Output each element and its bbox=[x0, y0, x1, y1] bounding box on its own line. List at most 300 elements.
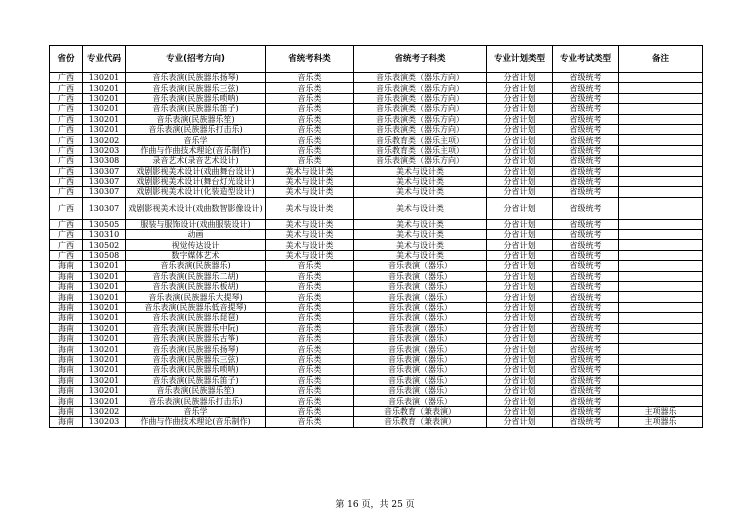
table-cell: 音乐类 bbox=[266, 282, 354, 292]
table-cell: 130201 bbox=[83, 93, 126, 103]
table-cell: 音乐类 bbox=[266, 124, 354, 134]
table-cell: 130201 bbox=[83, 292, 126, 302]
table-cell: 分省计划 bbox=[487, 166, 553, 176]
table-cell bbox=[619, 354, 703, 364]
table-cell: 海南 bbox=[50, 354, 83, 364]
table-cell: 广西 bbox=[50, 145, 83, 155]
table-cell: 音乐表演类（器乐方向） bbox=[354, 156, 487, 166]
table-cell: 音乐类 bbox=[266, 385, 354, 395]
table-row bbox=[50, 250, 703, 260]
table-row bbox=[50, 385, 703, 395]
table-cell: 音乐类 bbox=[266, 114, 354, 124]
table-cell: 音乐表演(民族器乐低音提琴) bbox=[126, 302, 266, 312]
column-header: 备注 bbox=[619, 46, 703, 73]
table-cell: 音乐表演(民族器乐古筝) bbox=[126, 333, 266, 343]
table-cell: 音乐表演(民族器乐唢呐) bbox=[126, 93, 266, 103]
table-cell: 130201 bbox=[83, 354, 126, 364]
table-cell: 130201 bbox=[83, 302, 126, 312]
table-cell: 音乐表演（器乐） bbox=[354, 323, 487, 333]
table-cell: 音乐表演（器乐） bbox=[354, 302, 487, 312]
table-cell bbox=[619, 323, 703, 333]
table-cell: 分省计划 bbox=[487, 344, 553, 354]
table-cell: 音乐表演(民族器乐打击乐) bbox=[126, 124, 266, 134]
table-row bbox=[50, 375, 703, 385]
table-cell: 省级统考 bbox=[553, 313, 619, 323]
table-cell bbox=[619, 344, 703, 354]
table-cell: 音乐表演(民族器乐笙) bbox=[126, 385, 266, 395]
table-cell: 分省计划 bbox=[487, 230, 553, 240]
table-cell: 音乐类 bbox=[266, 323, 354, 333]
table-cell: 音乐表演(民族器乐笛子) bbox=[126, 375, 266, 385]
table-cell: 130307 bbox=[83, 187, 126, 197]
table-cell: 130307 bbox=[83, 197, 126, 219]
table-cell: 省级统考 bbox=[553, 344, 619, 354]
table-cell: 分省计划 bbox=[487, 375, 553, 385]
table-cell: 广西 bbox=[50, 230, 83, 240]
table-cell: 省级统考 bbox=[553, 323, 619, 333]
table-cell: 130201 bbox=[83, 282, 126, 292]
table-cell: 音乐表演(民族器乐打击乐) bbox=[126, 396, 266, 406]
table-cell: 130307 bbox=[83, 176, 126, 186]
table-cell: 美术与设计类 bbox=[354, 197, 487, 219]
table-cell: 130201 bbox=[83, 73, 126, 83]
table-cell bbox=[619, 282, 703, 292]
table-cell: 分省计划 bbox=[487, 156, 553, 166]
table-cell: 广西 bbox=[50, 104, 83, 114]
enrollment-table bbox=[49, 45, 703, 428]
table-cell: 音乐类 bbox=[266, 333, 354, 343]
table-cell: 分省计划 bbox=[487, 197, 553, 219]
table-row bbox=[50, 156, 703, 166]
table-row bbox=[50, 145, 703, 155]
table-cell: 130202 bbox=[83, 135, 126, 145]
table-cell: 美术与设计类 bbox=[266, 219, 354, 229]
column-header: 专业代码 bbox=[83, 46, 126, 73]
table-cell: 130202 bbox=[83, 406, 126, 416]
page-footer: 第 16 页，共 25 页 bbox=[335, 500, 415, 510]
table-cell: 广西 bbox=[50, 187, 83, 197]
table-cell: 美术与设计类 bbox=[354, 219, 487, 229]
table-row bbox=[50, 240, 703, 250]
table-cell: 美术与设计类 bbox=[354, 176, 487, 186]
table-cell: 录音艺术(录音艺术设计) bbox=[126, 156, 266, 166]
table-cell: 分省计划 bbox=[487, 240, 553, 250]
table-cell: 音乐类 bbox=[266, 156, 354, 166]
table-cell: 130203 bbox=[83, 145, 126, 155]
table-cell: 省级统考 bbox=[553, 219, 619, 229]
table-cell: 省级统考 bbox=[553, 166, 619, 176]
table-cell: 美术与设计类 bbox=[266, 176, 354, 186]
table-row bbox=[50, 282, 703, 292]
table-row bbox=[50, 230, 703, 240]
table-cell: 省级统考 bbox=[553, 104, 619, 114]
table-cell: 130201 bbox=[83, 104, 126, 114]
table-cell: 省级统考 bbox=[553, 250, 619, 260]
table-cell: 海南 bbox=[50, 344, 83, 354]
table-cell: 分省计划 bbox=[487, 135, 553, 145]
table-cell bbox=[619, 145, 703, 155]
table-cell: 音乐表演(民族器乐琵琶) bbox=[126, 313, 266, 323]
table-cell: 音乐表演类（器乐方向） bbox=[354, 104, 487, 114]
table-cell: 广西 bbox=[50, 114, 83, 124]
table-cell: 音乐表演(民族器乐板胡) bbox=[126, 282, 266, 292]
table-cell: 分省计划 bbox=[487, 417, 553, 427]
table-cell: 美术与设计类 bbox=[354, 230, 487, 240]
table-cell: 分省计划 bbox=[487, 187, 553, 197]
table-cell: 音乐类 bbox=[266, 417, 354, 427]
table-cell: 美术与设计类 bbox=[354, 250, 487, 260]
table-cell: 分省计划 bbox=[487, 145, 553, 155]
table-cell: 美术与设计类 bbox=[354, 187, 487, 197]
table-cell: 省级统考 bbox=[553, 365, 619, 375]
table-cell: 130505 bbox=[83, 219, 126, 229]
table-cell: 美术与设计类 bbox=[266, 240, 354, 250]
table-cell bbox=[619, 375, 703, 385]
table-cell: 广西 bbox=[50, 73, 83, 83]
table-cell: 省级统考 bbox=[553, 93, 619, 103]
table-cell: 130201 bbox=[83, 365, 126, 375]
table-cell: 音乐类 bbox=[266, 302, 354, 312]
table-cell: 服装与服饰设计(戏曲服装设计) bbox=[126, 219, 266, 229]
column-header: 专业(招考方向) bbox=[126, 46, 266, 73]
table-row bbox=[50, 396, 703, 406]
table-cell: 广西 bbox=[50, 124, 83, 134]
table-cell: 130201 bbox=[83, 333, 126, 343]
table-cell: 音乐表演（器乐） bbox=[354, 333, 487, 343]
table-cell bbox=[619, 93, 703, 103]
table-cell: 省级统考 bbox=[553, 197, 619, 219]
table-cell: 分省计划 bbox=[487, 219, 553, 229]
table-cell: 省级统考 bbox=[553, 333, 619, 343]
table-cell: 省级统考 bbox=[553, 261, 619, 271]
table-row bbox=[50, 344, 703, 354]
table-cell: 省级统考 bbox=[553, 406, 619, 416]
table-cell: 音乐表演(民族器乐笛子) bbox=[126, 104, 266, 114]
table-cell: 音乐表演(民族器乐三弦) bbox=[126, 354, 266, 364]
table-cell: 海南 bbox=[50, 333, 83, 343]
table-cell: 海南 bbox=[50, 271, 83, 281]
table-cell: 省级统考 bbox=[553, 385, 619, 395]
table-cell: 分省计划 bbox=[487, 261, 553, 271]
table-cell: 130203 bbox=[83, 417, 126, 427]
table-cell: 音乐表演(民族器乐扬琴) bbox=[126, 73, 266, 83]
table-cell: 音乐教育类（器乐主项） bbox=[354, 135, 487, 145]
table-header-row bbox=[50, 46, 703, 73]
table-cell: 分省计划 bbox=[487, 354, 553, 364]
table-row bbox=[50, 313, 703, 323]
table-cell: 海南 bbox=[50, 375, 83, 385]
table-cell: 动画 bbox=[126, 230, 266, 240]
table-cell: 音乐表演（器乐） bbox=[354, 261, 487, 271]
table-cell: 音乐类 bbox=[266, 292, 354, 302]
table-cell: 音乐类 bbox=[266, 104, 354, 114]
table-cell bbox=[619, 292, 703, 302]
table-body bbox=[50, 73, 703, 428]
table-cell: 音乐表演类（器乐方向） bbox=[354, 93, 487, 103]
table-cell: 分省计划 bbox=[487, 333, 553, 343]
table-cell: 音乐类 bbox=[266, 344, 354, 354]
table-cell: 分省计划 bbox=[487, 323, 553, 333]
table-cell: 130201 bbox=[83, 124, 126, 134]
table-cell: 省级统考 bbox=[553, 375, 619, 385]
table-row bbox=[50, 354, 703, 364]
column-header: 省统考子科类 bbox=[354, 46, 487, 73]
table-cell: 音乐教育类（器乐主项） bbox=[354, 145, 487, 155]
table-cell: 美术与设计类 bbox=[266, 197, 354, 219]
table-cell: 130201 bbox=[83, 396, 126, 406]
table-row bbox=[50, 124, 703, 134]
table-cell: 130201 bbox=[83, 375, 126, 385]
table-cell: 分省计划 bbox=[487, 114, 553, 124]
table-cell: 海南 bbox=[50, 417, 83, 427]
table-cell: 省级统考 bbox=[553, 145, 619, 155]
table-cell bbox=[619, 250, 703, 260]
table-cell: 省级统考 bbox=[553, 187, 619, 197]
table-cell: 省级统考 bbox=[553, 396, 619, 406]
table-row bbox=[50, 323, 703, 333]
table-cell: 分省计划 bbox=[487, 124, 553, 134]
table-cell bbox=[619, 73, 703, 83]
table-row bbox=[50, 261, 703, 271]
table-cell: 音乐表演类（器乐方向） bbox=[354, 124, 487, 134]
table-row bbox=[50, 271, 703, 281]
table-cell: 音乐教育（兼表演） bbox=[354, 406, 487, 416]
table-cell: 130201 bbox=[83, 114, 126, 124]
table-cell: 音乐表演(民族器乐扬琴) bbox=[126, 344, 266, 354]
table-cell: 130508 bbox=[83, 250, 126, 260]
table-cell: 分省计划 bbox=[487, 396, 553, 406]
table-cell: 音乐表演(民族器乐唢呐) bbox=[126, 365, 266, 375]
table-cell: 海南 bbox=[50, 302, 83, 312]
table-cell: 海南 bbox=[50, 323, 83, 333]
table-cell: 音乐表演（器乐） bbox=[354, 365, 487, 375]
table-cell: 省级统考 bbox=[553, 124, 619, 134]
table-row bbox=[50, 114, 703, 124]
table-cell bbox=[619, 230, 703, 240]
table-cell: 戏剧影视美术设计(戏曲舞台设计) bbox=[126, 166, 266, 176]
table-cell: 音乐表演(民族器乐二胡) bbox=[126, 271, 266, 281]
table-cell: 美术与设计类 bbox=[266, 230, 354, 240]
table-cell: 音乐表演(民族器乐) bbox=[126, 261, 266, 271]
table-cell: 音乐类 bbox=[266, 354, 354, 364]
table-cell: 省级统考 bbox=[553, 417, 619, 427]
table-cell bbox=[619, 271, 703, 281]
table-cell: 省级统考 bbox=[553, 135, 619, 145]
table-cell: 美术与设计类 bbox=[266, 166, 354, 176]
table-cell: 分省计划 bbox=[487, 313, 553, 323]
table-cell: 音乐表演类（器乐方向） bbox=[354, 114, 487, 124]
table-row bbox=[50, 406, 703, 416]
table-cell: 分省计划 bbox=[487, 271, 553, 281]
table-cell: 音乐类 bbox=[266, 93, 354, 103]
table-cell: 广西 bbox=[50, 135, 83, 145]
table-cell: 海南 bbox=[50, 365, 83, 375]
table-row bbox=[50, 197, 703, 219]
table-cell: 130310 bbox=[83, 230, 126, 240]
table-cell bbox=[619, 219, 703, 229]
table-cell: 音乐类 bbox=[266, 271, 354, 281]
table-cell: 美术与设计类 bbox=[266, 250, 354, 260]
table-cell: 音乐类 bbox=[266, 135, 354, 145]
table-cell: 戏剧影视美术设计(舞台灯光设计) bbox=[126, 176, 266, 186]
table-cell: 作曲与作曲技术理论(音乐制作) bbox=[126, 145, 266, 155]
table-cell: 分省计划 bbox=[487, 292, 553, 302]
table-cell bbox=[619, 176, 703, 186]
table-cell: 音乐学 bbox=[126, 406, 266, 416]
table-cell: 音乐表演（器乐） bbox=[354, 313, 487, 323]
table-row bbox=[50, 166, 703, 176]
table-cell: 广西 bbox=[50, 93, 83, 103]
table-cell: 省级统考 bbox=[553, 240, 619, 250]
table-cell: 省级统考 bbox=[553, 354, 619, 364]
table-cell bbox=[619, 104, 703, 114]
table-cell: 130502 bbox=[83, 240, 126, 250]
table-cell: 音乐表演（器乐） bbox=[354, 292, 487, 302]
table-cell: 海南 bbox=[50, 406, 83, 416]
table-cell: 省级统考 bbox=[553, 73, 619, 83]
table-row bbox=[50, 187, 703, 197]
table-cell: 130201 bbox=[83, 83, 126, 93]
table-cell: 省级统考 bbox=[553, 156, 619, 166]
table-cell: 戏剧影视美术设计(戏曲数智影像设计) bbox=[126, 197, 266, 219]
table-cell: 音乐表演（器乐） bbox=[354, 271, 487, 281]
table-cell bbox=[619, 333, 703, 343]
table-cell bbox=[619, 135, 703, 145]
table-cell: 美术与设计类 bbox=[354, 240, 487, 250]
table-cell: 分省计划 bbox=[487, 302, 553, 312]
table-cell: 音乐表演（器乐） bbox=[354, 282, 487, 292]
table-cell: 分省计划 bbox=[487, 93, 553, 103]
table-cell: 分省计划 bbox=[487, 83, 553, 93]
table-cell: 省级统考 bbox=[553, 176, 619, 186]
table-cell: 分省计划 bbox=[487, 385, 553, 395]
table-cell: 广西 bbox=[50, 176, 83, 186]
table-cell: 音乐类 bbox=[266, 145, 354, 155]
table-cell bbox=[619, 114, 703, 124]
table-cell: 分省计划 bbox=[487, 250, 553, 260]
table-row bbox=[50, 417, 703, 427]
table-cell: 广西 bbox=[50, 240, 83, 250]
table-cell: 音乐表演（器乐） bbox=[354, 344, 487, 354]
table-cell bbox=[619, 302, 703, 312]
table-cell: 130201 bbox=[83, 271, 126, 281]
table-cell bbox=[619, 313, 703, 323]
table-row bbox=[50, 104, 703, 114]
table-cell: 数字媒体艺术 bbox=[126, 250, 266, 260]
table-cell bbox=[619, 261, 703, 271]
table-cell: 130201 bbox=[83, 323, 126, 333]
table-cell: 音乐表演（器乐） bbox=[354, 396, 487, 406]
table-cell: 省级统考 bbox=[553, 292, 619, 302]
table-cell bbox=[619, 83, 703, 93]
table-cell bbox=[619, 365, 703, 375]
table-cell: 分省计划 bbox=[487, 104, 553, 114]
table-cell: 音乐表演（器乐） bbox=[354, 375, 487, 385]
table-cell: 海南 bbox=[50, 261, 83, 271]
table-cell: 音乐类 bbox=[266, 375, 354, 385]
table-cell: 音乐类 bbox=[266, 73, 354, 83]
table-cell: 视觉传达设计 bbox=[126, 240, 266, 250]
table-cell bbox=[619, 240, 703, 250]
table-cell: 海南 bbox=[50, 385, 83, 395]
table-cell: 音乐类 bbox=[266, 406, 354, 416]
table-row bbox=[50, 333, 703, 343]
table-cell: 分省计划 bbox=[487, 73, 553, 83]
table-cell: 130308 bbox=[83, 156, 126, 166]
table-cell: 130201 bbox=[83, 261, 126, 271]
table-cell bbox=[619, 396, 703, 406]
table-cell: 音乐类 bbox=[266, 83, 354, 93]
table-row bbox=[50, 176, 703, 186]
table-cell: 130307 bbox=[83, 166, 126, 176]
table-cell: 音乐表演类（器乐方向） bbox=[354, 73, 487, 83]
table-cell bbox=[619, 385, 703, 395]
table-cell bbox=[619, 197, 703, 219]
table-cell: 海南 bbox=[50, 313, 83, 323]
table-cell: 广西 bbox=[50, 83, 83, 93]
table-cell bbox=[619, 124, 703, 134]
table-cell: 海南 bbox=[50, 282, 83, 292]
table-row bbox=[50, 135, 703, 145]
table-cell: 广西 bbox=[50, 156, 83, 166]
table-cell: 广西 bbox=[50, 250, 83, 260]
table-cell bbox=[619, 166, 703, 176]
table-cell: 分省计划 bbox=[487, 282, 553, 292]
column-header: 专业考试类型 bbox=[553, 46, 619, 73]
table-cell: 音乐表演（器乐） bbox=[354, 385, 487, 395]
table-cell: 海南 bbox=[50, 292, 83, 302]
table-cell: 美术与设计类 bbox=[266, 187, 354, 197]
table-row bbox=[50, 83, 703, 93]
table-cell: 省级统考 bbox=[553, 83, 619, 93]
table-row bbox=[50, 93, 703, 103]
table-cell: 省级统考 bbox=[553, 302, 619, 312]
table-cell: 广西 bbox=[50, 219, 83, 229]
table-cell: 音乐表演（器乐） bbox=[354, 354, 487, 364]
table-cell: 音乐表演(民族器乐笙) bbox=[126, 114, 266, 124]
table-cell: 分省计划 bbox=[487, 365, 553, 375]
table-cell: 音乐表演(民族器乐中阮) bbox=[126, 323, 266, 333]
table-row bbox=[50, 73, 703, 83]
table-cell: 音乐表演(民族器乐三弦) bbox=[126, 83, 266, 93]
table-cell: 音乐类 bbox=[266, 261, 354, 271]
table-cell: 音乐类 bbox=[266, 313, 354, 323]
table-cell: 海南 bbox=[50, 396, 83, 406]
table-cell: 音乐表演类（器乐方向） bbox=[354, 83, 487, 93]
table-cell: 省级统考 bbox=[553, 230, 619, 240]
table-cell: 主项器乐 bbox=[619, 417, 703, 427]
table-cell: 戏剧影视美术设计(化装造型设计) bbox=[126, 187, 266, 197]
table-row bbox=[50, 219, 703, 229]
table-cell: 音乐类 bbox=[266, 396, 354, 406]
table-cell: 130201 bbox=[83, 313, 126, 323]
column-header: 省份 bbox=[50, 46, 83, 73]
table-cell: 130201 bbox=[83, 385, 126, 395]
table-row bbox=[50, 292, 703, 302]
column-header: 省统考科类 bbox=[266, 46, 354, 73]
column-header: 专业计划类型 bbox=[487, 46, 553, 73]
table-cell: 广西 bbox=[50, 197, 83, 219]
table-cell: 音乐教育（兼表演） bbox=[354, 417, 487, 427]
table-row bbox=[50, 302, 703, 312]
table-cell: 省级统考 bbox=[553, 271, 619, 281]
table-cell: 音乐类 bbox=[266, 365, 354, 375]
table-cell bbox=[619, 156, 703, 166]
table-cell: 省级统考 bbox=[553, 114, 619, 124]
table-cell: 作曲与作曲技术理论(音乐制作) bbox=[126, 417, 266, 427]
table-row bbox=[50, 365, 703, 375]
table-cell bbox=[619, 187, 703, 197]
